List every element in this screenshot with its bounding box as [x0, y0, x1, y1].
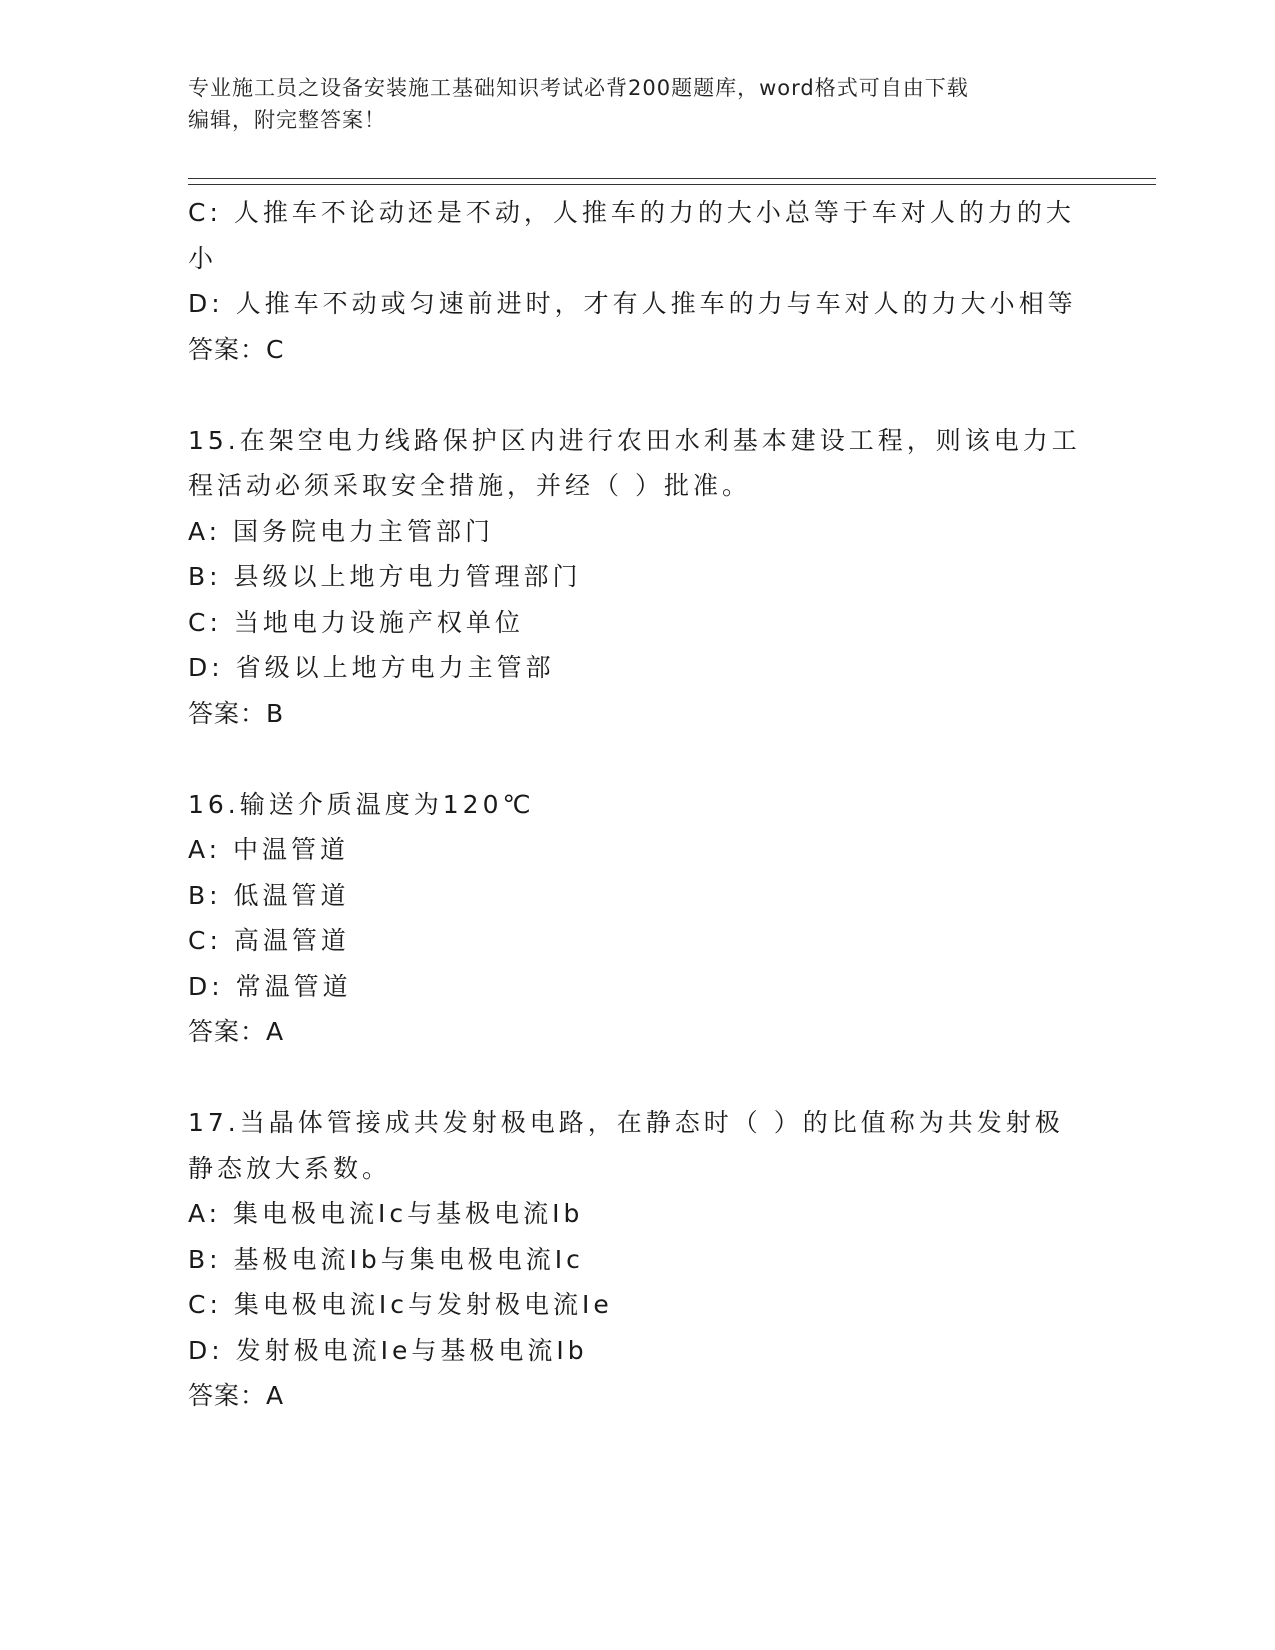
- page-header: [188, 72, 1068, 136]
- question-stem: 15.在架空电力线路保护区内进行农田水利基本建设工程，则该电力工: [188, 425, 1081, 455]
- answer-line: 答案：A: [188, 1017, 285, 1046]
- option-b: B: 县级以上地方电力管理部门: [188, 562, 582, 591]
- answer-line: 答案：A: [188, 1381, 285, 1410]
- question-spacer: [188, 1055, 1088, 1101]
- header-title-line-2: 编辑，附完整答案！: [188, 108, 386, 132]
- answer-line: 答案：C: [188, 334, 285, 364]
- question-14-continued: [188, 190, 1088, 372]
- option-c-wrap: 小: [188, 243, 218, 273]
- question-stem-wrap: 程活动必须采取安全措施，并经（ ）批准。: [188, 471, 751, 500]
- option-d: D: 常温管道: [188, 971, 352, 1001]
- question-16: [188, 782, 1088, 1055]
- option-c: C: 集电极电流Ic与发射极电流Ie: [188, 1290, 613, 1319]
- question-stem: 16.输送介质温度为120℃: [188, 789, 535, 819]
- header-title-line-1: 专业施工员之设备安装施工基础知识考试必背200题题库，word格式可自由下载: [188, 76, 969, 100]
- header-divider-bottom: [188, 184, 1156, 185]
- question-spacer: [188, 372, 1088, 418]
- option-c: C: 人推车不论动还是不动，人推车的力的大小总等于车对人的力的大: [188, 198, 1075, 227]
- question-list: [188, 190, 1088, 1419]
- question-15: [188, 418, 1088, 737]
- option-a: A: 中温管道: [188, 835, 350, 864]
- option-d: D: 人推车不动或匀速前进时，才有人推车的力与车对人的力大小相等: [188, 289, 1077, 318]
- option-c: C: 当地电力设施产权单位: [188, 607, 524, 637]
- option-b: B: 低温管道: [188, 880, 350, 910]
- question-stem: 17.当晶体管接成共发射极电路，在静态时（ ）的比值称为共发射极: [188, 1108, 1064, 1137]
- header-divider-top: [188, 178, 1156, 179]
- answer-line: 答案：B: [188, 698, 285, 728]
- question-stem-wrap: 静态放大系数。: [188, 1153, 392, 1183]
- option-a: A: 集电极电流Ic与基极电流Ib: [188, 1199, 584, 1228]
- option-c: C: 高温管道: [188, 926, 350, 955]
- option-a: A: 国务院电力主管部门: [188, 516, 495, 546]
- option-d: D: 发射极电流Ie与基极电流Ib: [188, 1335, 588, 1365]
- option-b: B: 基极电流Ib与集电极电流Ic: [188, 1244, 584, 1274]
- question-17: [188, 1100, 1088, 1419]
- question-spacer: [188, 736, 1088, 782]
- option-d: D: 省级以上地方电力主管部: [188, 653, 555, 682]
